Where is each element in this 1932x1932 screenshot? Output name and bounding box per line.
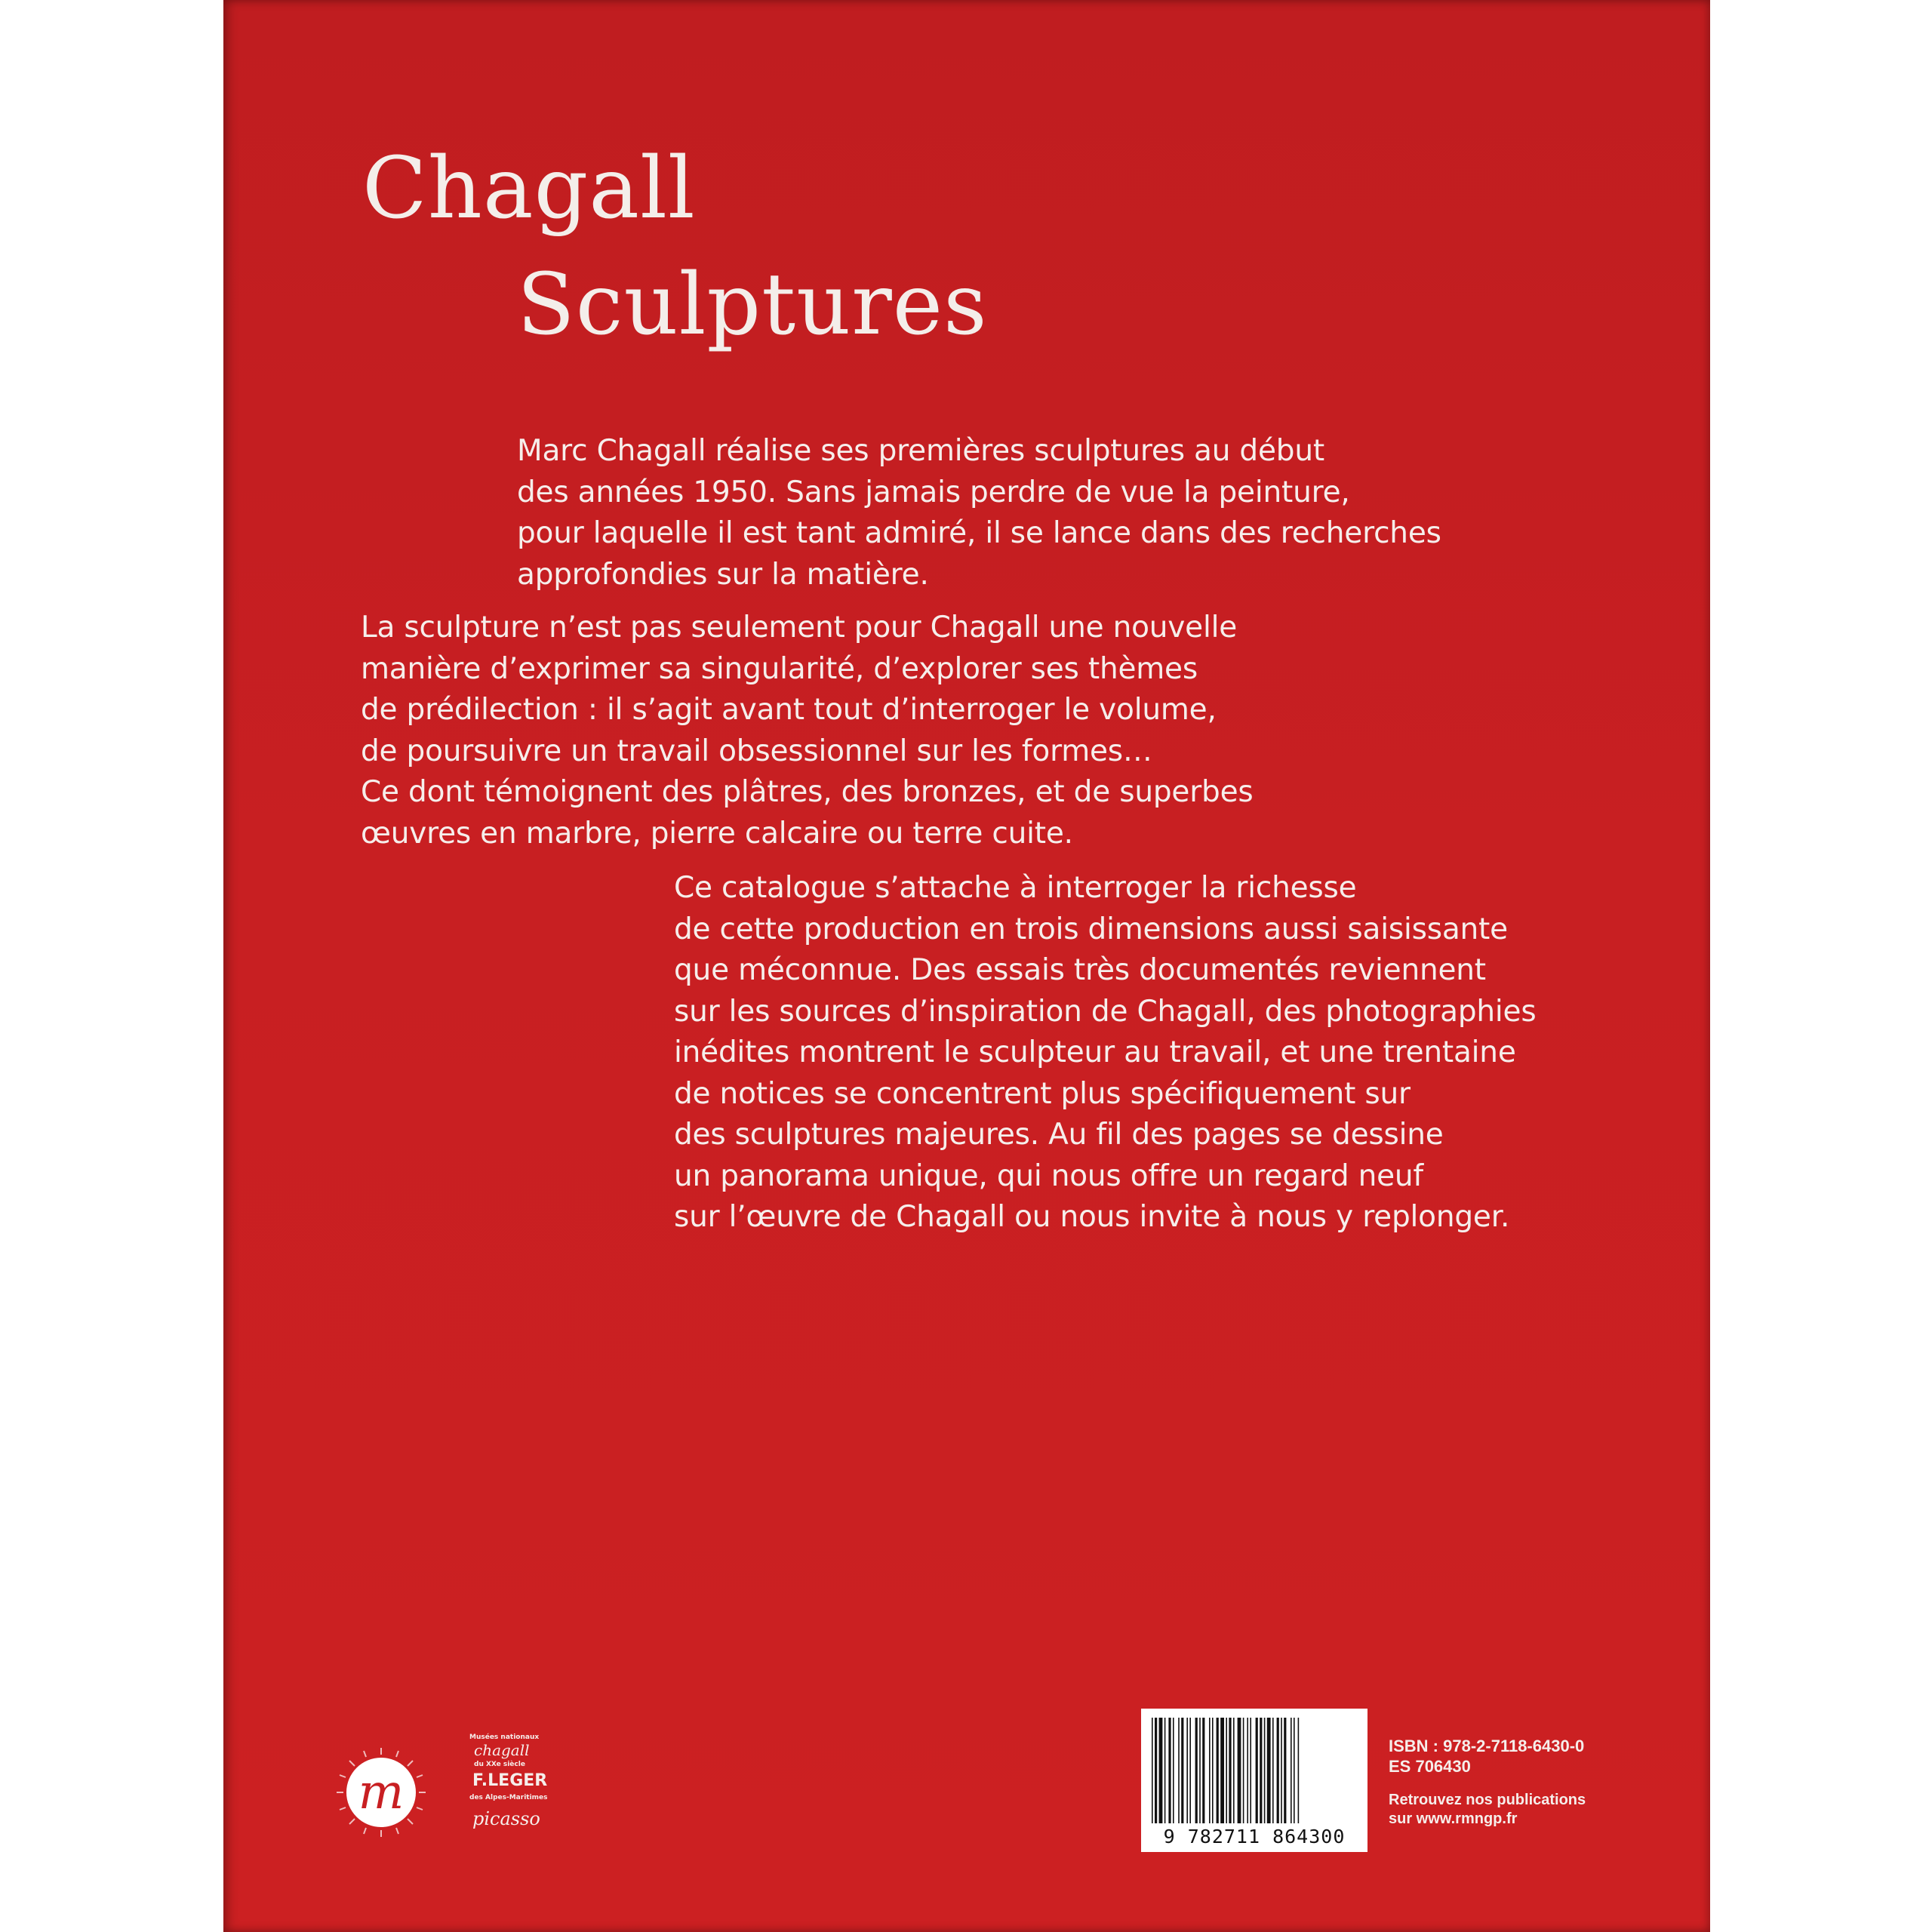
publications-note [1389, 1791, 1586, 1829]
barcode-bar [1209, 1718, 1211, 1823]
barcode-bar [1226, 1718, 1227, 1823]
text-line: approfondies sur la matière. [517, 557, 929, 592]
svg-text:Musées nationaux: Musées nationaux [469, 1734, 540, 1741]
barcode-bar [1250, 1718, 1251, 1823]
barcode-bar [1217, 1718, 1219, 1823]
barcode-bar [1247, 1718, 1248, 1823]
barcode-bar [1186, 1718, 1188, 1823]
text-line: de poursuivre un travail obsessionnel sur les formes… [361, 734, 1152, 768]
barcode-bar [1159, 1718, 1163, 1823]
text-line: sur l’œuvre de Chagall ou nous invite à nous y replonger. [674, 1200, 1510, 1234]
publications-line-1: Retrouvez nos publications [1389, 1792, 1586, 1808]
title-line-1: Chagall [362, 140, 696, 238]
barcode-number: 9 782711 864300 [1163, 1826, 1346, 1847]
text-line: pour laquelle il est tant admiré, il se lance dans des recherches [517, 516, 1441, 550]
barcode-bar [1152, 1718, 1153, 1823]
barcode-bar [1164, 1718, 1166, 1823]
text-line: des années 1950. Sans jamais perdre de vue la peinture, [517, 475, 1350, 509]
publications-line-2: sur www.rmngp.fr [1389, 1810, 1518, 1827]
text-line: sur les sources d’inspiration de Chagall, des photographies [674, 994, 1537, 1029]
barcode-bar [1284, 1718, 1286, 1823]
barcode-bar [1155, 1718, 1157, 1823]
svg-text:du XXe siècle: du XXe siècle [474, 1761, 525, 1768]
text-line: inédites montrent le sculpteur au travail, et une trentaine [674, 1035, 1516, 1069]
barcode-bar [1238, 1718, 1241, 1823]
barcode-bar [1260, 1718, 1262, 1823]
third-paragraph [674, 868, 1536, 1238]
svg-text:F.LEGER: F.LEGER [472, 1771, 548, 1790]
barcode-bar [1281, 1718, 1282, 1823]
barcode-bar [1267, 1718, 1271, 1823]
barcode-bar [1220, 1718, 1224, 1823]
second-paragraph [361, 608, 1254, 854]
barcode-bar [1199, 1718, 1201, 1823]
barcode-bar [1178, 1718, 1180, 1823]
text-line: de notices se concentrent plus spécifiquement sur [674, 1076, 1411, 1111]
title-line-2: Sculptures [517, 256, 988, 354]
publisher-logo-icon [332, 1743, 430, 1841]
text-line: Ce dont témoignent des plâtres, des bronzes, et de superbes [361, 775, 1254, 809]
text-line: La sculpture n’est pas seulement pour Chagall une nouvelle [361, 611, 1238, 645]
text-line: Ce catalogue s’attache à interroger la richesse [674, 871, 1357, 905]
text-line: des sculptures majeures. Au fil des pages se dessine [674, 1118, 1444, 1152]
barcode-bars [1152, 1718, 1357, 1823]
text-line: œuvres en marbre, pierre calcaire ou terre cuite. [361, 816, 1073, 851]
barcode-bar [1173, 1718, 1174, 1823]
barcode-bar [1233, 1718, 1235, 1823]
barcode-bar [1264, 1718, 1266, 1823]
text-line: manière d’exprimer sa singularité, d’explorer ses thèmes [361, 651, 1198, 686]
text-line: de prédilection : il s’agit avant tout d’interroger le volume, [361, 693, 1217, 727]
isbn-number: ISBN : 978-2-7118-6430-0 [1389, 1737, 1585, 1755]
publisher-logo-letter: m [358, 1764, 405, 1820]
barcode-bar [1243, 1718, 1244, 1823]
barcode-bar [1298, 1718, 1300, 1823]
text-line: que méconnue. Des essais très documentés reviennent [674, 953, 1486, 987]
barcode-bar [1229, 1718, 1231, 1823]
barcode-bar [1277, 1718, 1279, 1823]
barcode-bar [1212, 1718, 1214, 1823]
barcode-bar [1202, 1718, 1204, 1823]
text-line: un panorama unique, qui nous offre un regard neuf [674, 1158, 1423, 1193]
barcode-bar [1294, 1718, 1295, 1823]
svg-text:picasso: picasso [472, 1808, 540, 1829]
es-code: ES 706430 [1389, 1757, 1471, 1776]
text-line: Marc Chagall réalise ses premières sculptures au début [517, 434, 1324, 468]
svg-text:chagall: chagall [474, 1741, 530, 1759]
barcode-bar [1168, 1718, 1171, 1823]
barcode-bar [1189, 1718, 1191, 1823]
barcode-bar [1256, 1718, 1258, 1823]
barcode-bar [1195, 1718, 1198, 1823]
museums-logo-icon [468, 1730, 566, 1843]
barcode-bar [1291, 1718, 1292, 1823]
barcode [1141, 1709, 1367, 1852]
intro-paragraph [517, 431, 1441, 595]
svg-text:des Alpes-Maritimes: des Alpes-Maritimes [469, 1794, 548, 1801]
barcode-bar [1272, 1718, 1274, 1823]
text-line: de cette production en trois dimensions aussi saisissante [674, 912, 1508, 946]
isbn-block [1389, 1736, 1584, 1777]
barcode-bar [1181, 1718, 1183, 1823]
